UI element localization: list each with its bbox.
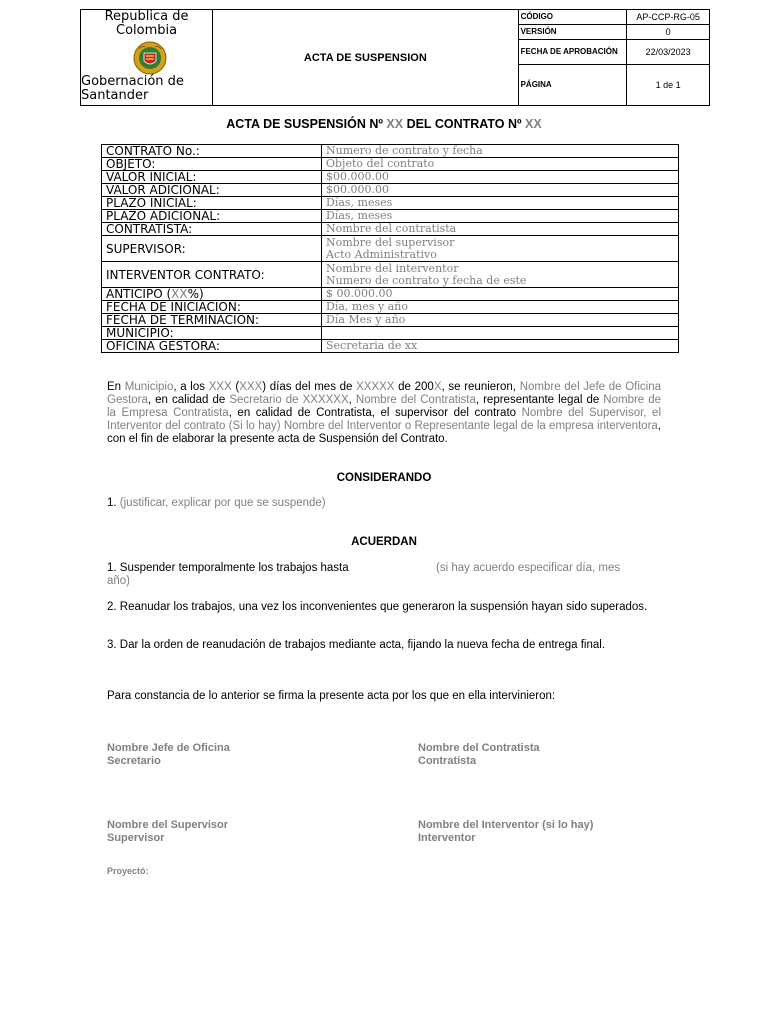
table-row [102, 288, 679, 301]
anticipo-value: $ 00.000.00 [322, 288, 679, 301]
header-code-label: CÓDIGO [518, 10, 627, 25]
signature-contratista-name: Nombre del Contratista [418, 742, 540, 754]
supervisor-label: SUPERVISOR: [102, 236, 322, 262]
intro-text: , se reunieron, [441, 381, 520, 393]
contrato-value: Numero de contrato y fecha [322, 145, 679, 158]
table-row [102, 262, 679, 288]
document-title [0, 117, 768, 131]
signature-contratista [418, 742, 540, 768]
signature-interventor-name: Nombre del Interventor (si lo hay) [418, 819, 594, 831]
intro-text: En [107, 381, 125, 393]
table-row [102, 301, 679, 314]
contrato-label: CONTRATO No.: [102, 145, 322, 158]
intro-placeholder: Nombre del Contratista [355, 394, 476, 406]
header-version-value: 0 [627, 25, 710, 40]
anticipo-label-percent: XX [171, 287, 188, 301]
intro-text: ) días del mes de [262, 381, 357, 393]
supervisor-value [322, 236, 679, 262]
intro-text: , representante legal de [475, 394, 604, 406]
considerando-item [107, 497, 661, 510]
table-row [102, 158, 679, 171]
fecha-terminacion-value: Día Mes y año [322, 314, 679, 327]
intro-placeholder: X [433, 381, 442, 393]
signature-interventor [418, 819, 593, 845]
document-header [80, 9, 710, 106]
plazo-adicional-label: PLAZO ADICIONAL: [102, 210, 322, 223]
intro-placeholder: Secretario de XXXXXX [229, 394, 349, 406]
signature-supervisor [107, 819, 228, 845]
table-row [102, 184, 679, 197]
municipio-value [322, 327, 679, 340]
intro-text: , [348, 394, 356, 406]
supervisor-name: Nombre del supervisor [326, 235, 455, 249]
table-row [102, 223, 679, 236]
acuerdan-item-1-hint-cont: año) [107, 575, 131, 587]
acuerdan-item-3: 3. Dar la orden de reanudación de trabajos mediante acta, fijando la nueva fecha de entrega final. [107, 639, 606, 651]
acuerdan-heading: ACUERDAN [351, 536, 417, 548]
header-version-label: VERSIÓN [518, 25, 627, 40]
header-page-value: 1 de 1 [627, 65, 710, 106]
anticipo-label-a: ANTICIPO ( [106, 287, 172, 301]
fecha-iniciacion-value: Día, mes y año [322, 301, 679, 314]
intro-placeholder: XXX [208, 381, 232, 393]
acuerdan-item-2: 2. Reanudar los trabajos, una vez los inconvenientes que generaron la suspensión hayan sido superados. [107, 601, 648, 613]
intro-placeholder: Nombre de la Empresa Contratista [107, 394, 662, 419]
interventor-name: Nombre del interventor [326, 261, 459, 275]
closing-statement: Para constancia de lo anterior se firma la presente acta por los que en ella intervinieron: [107, 690, 556, 702]
signature-interventor-role: Interventor [418, 832, 476, 844]
interventor-label: INTERVENTOR CONTRATO: [102, 262, 322, 288]
plazo-adicional-value: Días, meses [322, 210, 679, 223]
intro-text: , con el fin de elaborar la presente acta de Suspensión del Contrato. [107, 420, 661, 445]
anticipo-label-b: %) [187, 287, 204, 301]
title-part-1: ACTA DE SUSPENSIÓN Nº [226, 117, 387, 131]
intro-text: , a los [173, 381, 209, 393]
supervisor-act: Acto Administrativo [326, 247, 437, 261]
valor-inicial-value: $00.000.00 [322, 171, 679, 184]
acuerdan-item-1-hint: (si hay acuerdo especificar día, mes [436, 562, 621, 574]
acuerdan-item-1-text: 1. Suspender temporalmente los trabajos hasta [107, 562, 349, 574]
signature-contratista-role: Contratista [418, 755, 477, 767]
table-row [102, 340, 679, 353]
oficina-label: OFICINA GESTORA: [102, 340, 322, 353]
intro-text: , en calidad de Contratista, el supervisor del contrato [228, 407, 522, 419]
coat-of-arms-icon [133, 41, 167, 75]
proyecto-label: Proyectó: [107, 866, 149, 876]
considerando-heading: CONSIDERANDO [336, 472, 432, 484]
header-code-value: AP-CCP-RG-05 [627, 10, 710, 25]
header-page-label: PÁGINA [518, 65, 627, 106]
intro-placeholder: XXX [239, 381, 263, 393]
plazo-inicial-label: PLAZO INICIAL: [102, 197, 322, 210]
valor-adicional-value: $00.000.00 [322, 184, 679, 197]
intro-paragraph [107, 381, 661, 446]
table-row [102, 327, 679, 340]
intro-placeholder: Nombre del Jefe de Oficina Gestora [107, 381, 661, 406]
intro-text: ( [231, 381, 240, 393]
signature-supervisor-role: Supervisor [107, 832, 165, 844]
intro-placeholder: Nombre del Supervisor, el Interventor del contrato (Si lo hay) Nombre del Interventor o Representante legal de la empresa interventora [107, 407, 661, 432]
entity-name-bottom: Gobernación de Santander [81, 74, 184, 103]
signature-supervisor-name: Nombre del Supervisor [107, 819, 229, 831]
contratista-label: CONTRATISTA: [102, 223, 322, 236]
header-date-label: FECHA DE APROBACIÓN [518, 40, 627, 65]
title-part-2: DEL CONTRATO Nº [403, 117, 526, 131]
table-row [102, 171, 679, 184]
table-row [102, 197, 679, 210]
intro-placeholder: Municipio [124, 381, 174, 393]
objeto-label: OBJETO: [102, 158, 322, 171]
considerando-item-text: (justificar, explicar por que se suspende) [119, 497, 326, 509]
acuerdan-item-1 [107, 562, 661, 588]
intro-text: de 200 [394, 381, 434, 393]
plazo-inicial-value: Días, meses [322, 197, 679, 210]
municipio-label: MUNICIPIO: [102, 327, 322, 340]
table-row [102, 314, 679, 327]
entity-name-top: Republica de Colombia [104, 9, 189, 38]
table-row [102, 145, 679, 158]
interventor-contract: Numero de contrato y fecha de este [326, 273, 527, 287]
interventor-value [322, 262, 679, 288]
entity-logo-cell [81, 10, 213, 106]
table-row [102, 210, 679, 223]
considerando-item-number: 1. [107, 497, 120, 509]
intro-text: , en calidad de [147, 394, 230, 406]
objeto-value: Objeto del contrato [322, 158, 679, 171]
title-act-number: XX [386, 117, 404, 131]
header-title: ACTA DE SUSPENSION [213, 10, 518, 106]
contratista-value: Nombre del contratista [322, 223, 679, 236]
header-date-value: 22/03/2023 [627, 40, 710, 65]
signature-jefe [107, 742, 230, 768]
title-contract-number: XX [525, 117, 542, 131]
table-row [102, 236, 679, 262]
intro-placeholder: XXXXX [356, 381, 395, 393]
valor-inicial-label: VALOR INICIAL: [102, 171, 322, 184]
valor-adicional-label: VALOR ADICIONAL: [102, 184, 322, 197]
signature-jefe-role: Secretario [107, 755, 161, 767]
fecha-iniciacion-label: FECHA DE INICIACION: [102, 301, 322, 314]
oficina-value: Secretaria de xx [322, 340, 679, 353]
contract-info-table [101, 144, 679, 353]
anticipo-label [102, 288, 322, 301]
fecha-terminacion-label: FECHA DE TERMINACION: [102, 314, 322, 327]
signature-jefe-name: Nombre Jefe de Oficina [107, 742, 230, 754]
